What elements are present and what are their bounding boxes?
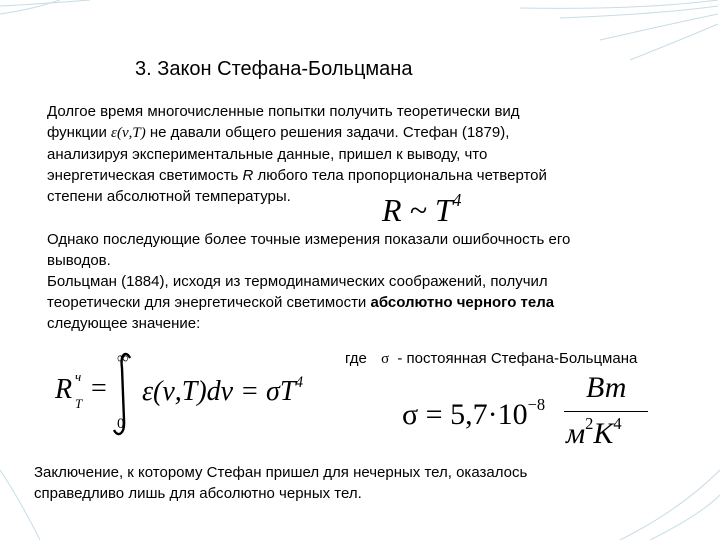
formula-prop-lhs: R ~ T bbox=[382, 191, 453, 228]
conclusion bbox=[34, 462, 527, 504]
para1-line2-prefix: функции bbox=[47, 124, 112, 141]
denominator-k: K bbox=[593, 417, 614, 451]
denominator-m: м bbox=[566, 417, 586, 451]
formula-proportionality bbox=[382, 190, 461, 229]
denominator-exp-4: 4 bbox=[613, 414, 622, 433]
integral-exponent: 4 bbox=[295, 374, 304, 391]
variable-r: R bbox=[242, 167, 254, 184]
para2-line4 bbox=[47, 292, 570, 313]
sigma-description: - постоянная Стефана-Больцмана bbox=[397, 350, 638, 367]
para1-line5: степени абсолютной температуры. bbox=[47, 188, 291, 205]
sigma-lhs bbox=[402, 395, 545, 432]
integral-upper-limit: ∞ bbox=[117, 350, 129, 367]
where-label: где bbox=[345, 350, 367, 367]
integral-r-subscript: T bbox=[75, 396, 83, 411]
slide-title: 3. Закон Стефана-Больцмана bbox=[135, 58, 413, 80]
para1-line4-suffix: любого тела пропорциональна четвертой bbox=[253, 167, 547, 184]
para2-line5: следующее значение: bbox=[47, 315, 201, 332]
integral-lower-limit: 0 bbox=[117, 416, 125, 432]
fraction-bar bbox=[564, 411, 648, 412]
formula-prop-exponent: 4 bbox=[452, 190, 462, 210]
para1-line4-prefix: энергетическая светимость bbox=[47, 167, 243, 184]
para1-line2-suffix: не давали общего решения задачи. Стефан (1879), bbox=[145, 124, 510, 141]
conclusion-line1: Заключение, к которому Стефан пришел для нечерных тел, оказалось bbox=[34, 464, 528, 481]
sigma-symbol: σ bbox=[381, 351, 390, 367]
para1-line3: анализируя экспериментальные данные, пришел к выводу, что bbox=[47, 146, 488, 163]
sigma-exponent: −8 bbox=[527, 395, 546, 414]
para2-line1: Однако последующие более точные измерения показали ошибочность его bbox=[47, 231, 571, 248]
para1-line4 bbox=[47, 165, 547, 186]
bold-black-body: абсолютно черного тела bbox=[370, 294, 555, 311]
conclusion-line2: справедливо лишь для абсолютно черных тел. bbox=[34, 485, 362, 502]
integral-r-letter: R bbox=[55, 374, 73, 405]
para2-line3: Больцман (1884), исходя из термодинамических соображений, получил bbox=[47, 273, 548, 290]
integrand-text: ε(ν,T)dν = σT bbox=[142, 376, 296, 408]
integral-r bbox=[55, 374, 72, 406]
sigma-numerator: Вт bbox=[586, 371, 627, 404]
sigma-denominator bbox=[566, 414, 622, 451]
para1-line1: Долгое время многочисленные попытки получить теоретически вид bbox=[47, 103, 520, 120]
paragraph-stefan bbox=[47, 101, 547, 207]
integral-equals: = bbox=[91, 373, 107, 404]
function-epsilon: ε(ν,T) bbox=[111, 125, 146, 141]
para1-line2 bbox=[47, 122, 547, 144]
integral-r-superscript: ч bbox=[75, 369, 82, 384]
denominator-exp-2: 2 bbox=[585, 414, 594, 433]
para2-line2: выводов. bbox=[47, 252, 111, 269]
integral-body bbox=[142, 374, 303, 408]
sigma-definition bbox=[345, 350, 637, 368]
para2-line4-prefix: теоретически для энергетической светимости bbox=[47, 294, 371, 311]
paragraph-boltzmann bbox=[47, 229, 570, 334]
sigma-lhs-text: σ = 5,7·10 bbox=[402, 398, 528, 432]
